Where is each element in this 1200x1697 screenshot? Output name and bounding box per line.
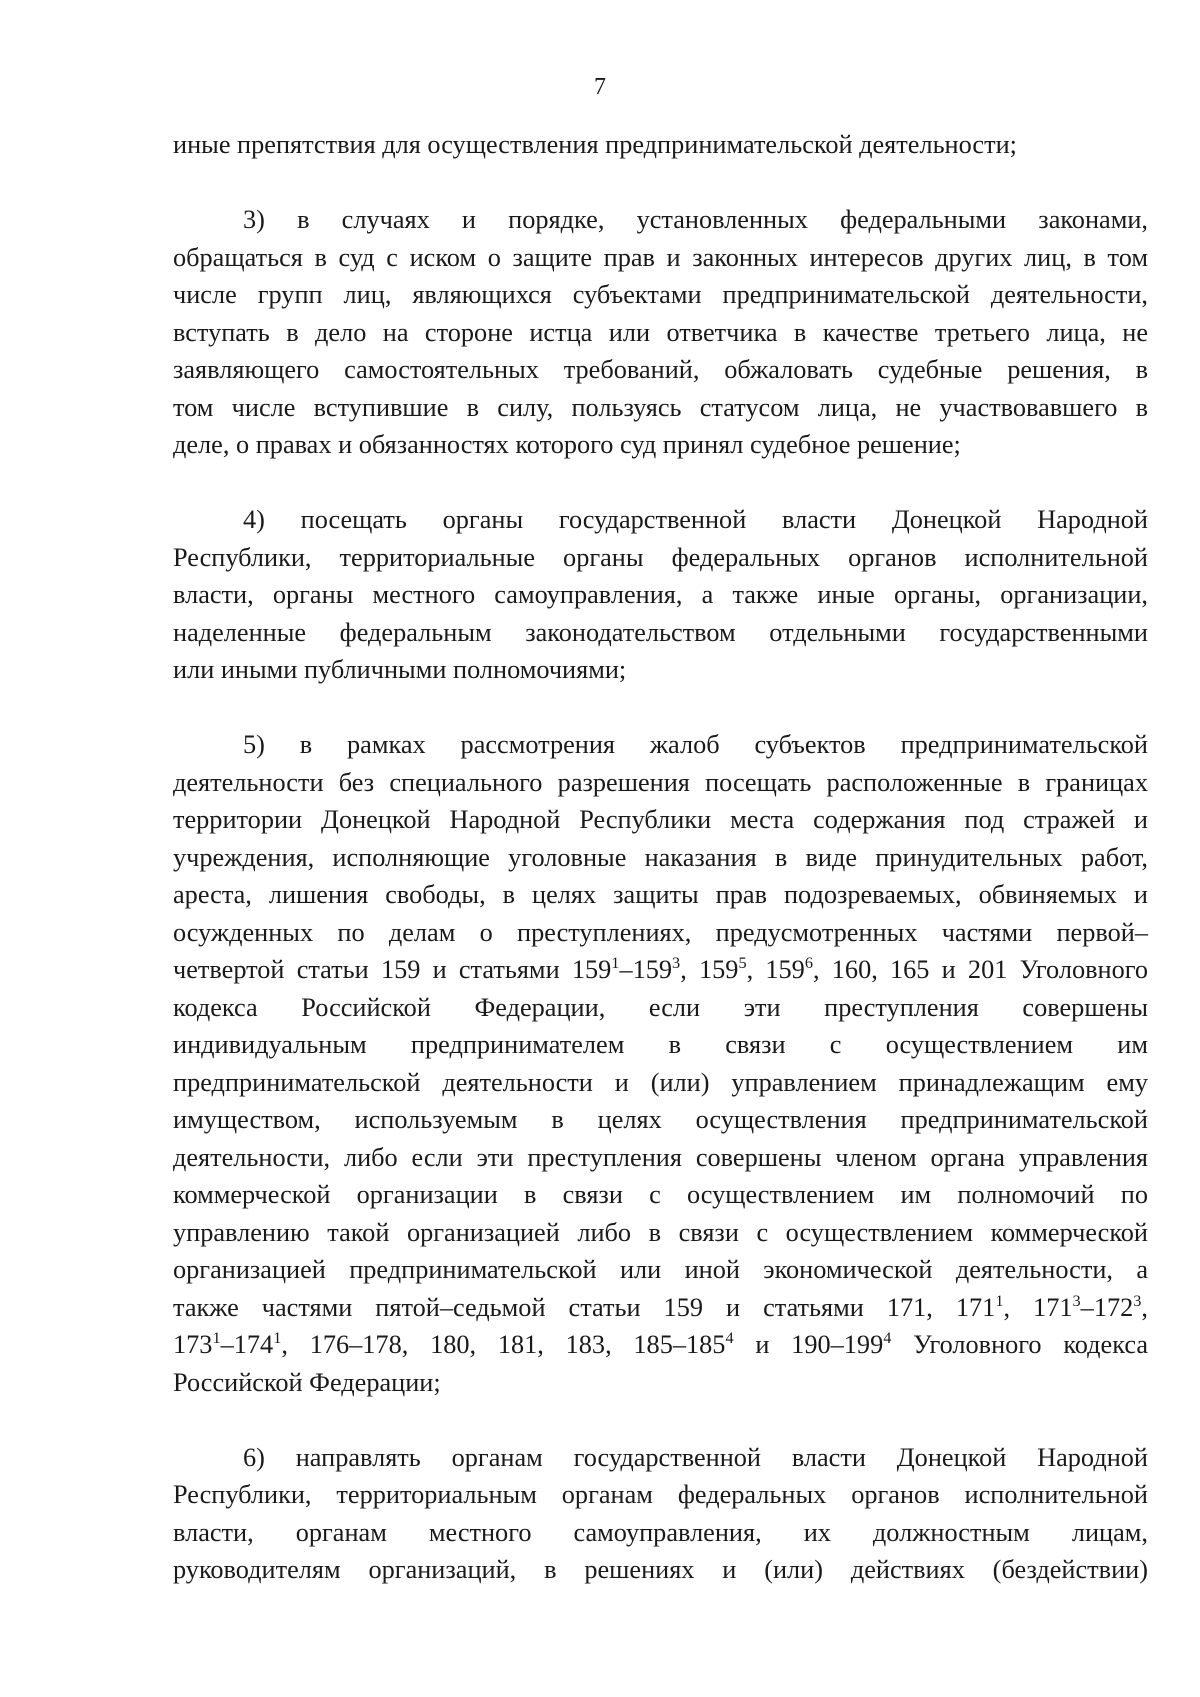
text-line: предпринимательской деятельности и (или) управлением принадлежащим ему	[173, 1067, 1148, 1097]
paragraph-gap	[173, 164, 1148, 202]
text-line: обращаться в суд с иском о защите прав и законных интересов других лиц, в том	[173, 242, 1148, 272]
text-line: 3) в случаях и порядке, установленных федеральными законами,	[243, 205, 1148, 234]
text-line: власти, органам местного самоуправления, их должностным лицам,	[173, 1517, 1148, 1547]
text-line: индивидуальным предпринимателем в связи с осуществлением им	[173, 1030, 1148, 1059]
text-line: осужденных по делам о преступлениях, предусмотренных частями первой–	[173, 917, 1148, 947]
text-line: или иными публичными полномочиями;	[173, 655, 627, 684]
text-line: организацией предпринимательской или иной экономической деятельности, а	[173, 1255, 1148, 1284]
page-number: 7	[594, 74, 606, 100]
text-line: том числе вступившие в силу, пользуясь статусом лица, не участвовавшего в	[173, 392, 1148, 422]
text-line: деятельности без специального разрешения посещать расположенные в границах	[173, 767, 1148, 797]
text-line: 4) посещать органы государственной власти Донецкой Народной	[243, 505, 1148, 534]
text-line: также частями пятой–седьмой статьи 159 и статьями 171, $171^1$, $171^3-172^3$,	[173, 1290, 1148, 1322]
text-line: 6) направлять органам государственной власти Донецкой Народной	[243, 1442, 1148, 1472]
text-line: учреждения, исполняющие уголовные наказания в виде принудительных работ,	[173, 842, 1148, 872]
text-line: коммерческой организации в связи с осуществлением им полномочий по	[173, 1180, 1148, 1209]
text-line: 5) в рамках рассмотрения жалоб субъектов предпринимательской	[243, 730, 1148, 759]
body-text	[173, 126, 1148, 1589]
text-line: кодекса Российской Федерации, если эти преступления совершены	[173, 992, 1148, 1022]
text-line: иные препятствия для осуществления предпринимательской деятельности;	[173, 130, 1017, 159]
text-line: четвертой статьи 159 и статьями $159^1-159^3$, $159^5$, $159^6$, 160, 165 и 201 Уголовного	[173, 952, 1149, 984]
text-line: $173^1-174^1$, 176–178, 180, 181, 183, $185-185^4$ и $190-199^4$ Уголовного кодекса	[173, 1327, 1149, 1359]
text-line: Российской Федерации;	[173, 1367, 441, 1397]
text-line: управлению такой организацией либо в связи с осуществлением коммерческой	[173, 1217, 1148, 1247]
text-line: Республики, территориальным органам федеральных органов исполнительной	[173, 1480, 1148, 1509]
text-line: Республики, территориальные органы федеральных органов исполнительной	[173, 542, 1148, 572]
text-line: власти, органы местного самоуправления, а также иные органы, организации,	[173, 580, 1148, 609]
text-line: заявляющего самостоятельных требований, обжаловать судебные решения, в	[173, 355, 1148, 384]
paragraph-gap	[173, 1401, 1148, 1439]
paragraph-gap	[173, 464, 1148, 502]
text-line: имуществом, используемым в целях осуществления предпринимательской	[173, 1105, 1148, 1134]
text-line: вступать в дело на стороне истца или ответчика в качестве третьего лица, не	[173, 317, 1148, 347]
text-line: ареста, лишения свободы, в целях защиты прав подозреваемых, обвиняемых и	[173, 880, 1148, 909]
text-line: деятельности, либо если эти преступления совершены членом органа управления	[173, 1142, 1148, 1172]
text-line: числе групп лиц, являющихся субъектами предпринимательской деятельности,	[173, 280, 1148, 309]
text-line: руководителям организаций, в решениях и (или) действиях (бездействии)	[173, 1555, 1148, 1584]
text-line: территории Донецкой Народной Республики места содержания под стражей и	[173, 805, 1148, 834]
text-line: наделенные федеральным законодательством отдельными государственными	[173, 617, 1148, 647]
text-line: деле, о правах и обязанностях которого суд принял судебное решение;	[173, 430, 961, 459]
paragraph-gap	[173, 689, 1148, 727]
